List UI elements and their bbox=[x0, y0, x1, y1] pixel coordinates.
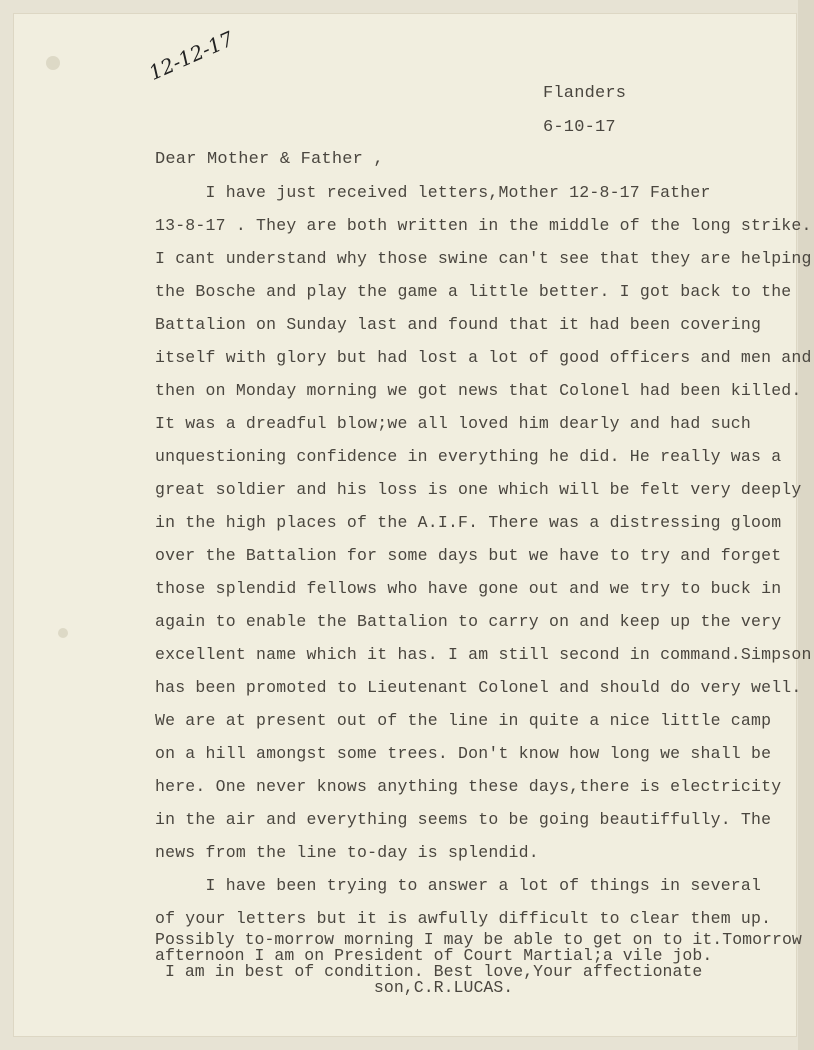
letter-place: Flanders bbox=[543, 84, 627, 103]
body-line: excellent name which it has. I am still second in command.Simpson bbox=[155, 645, 812, 664]
handwritten-date: 12-12-17 bbox=[145, 26, 237, 85]
body-line: Battalion on Sunday last and found that it had been covering bbox=[155, 315, 762, 334]
punch-mark bbox=[46, 56, 60, 70]
closing-line: afternoon I am on President of Court Martial;a vile job. bbox=[155, 946, 713, 965]
closing-line: Possibly to-morrow morning I may be able to get on to it.Tomorrow bbox=[155, 930, 802, 949]
body-line: unquestioning confidence in everything he did. He really was a bbox=[155, 447, 782, 466]
body-line: itself with glory but had lost a lot of good officers and men and bbox=[155, 348, 812, 367]
body-line: great soldier and his loss is one which will be felt very deeply bbox=[155, 480, 802, 499]
salutation: Dear Mother & Father , bbox=[155, 150, 384, 169]
body-line: We are at present out of the line in quite a nice little camp bbox=[155, 711, 772, 730]
body-line: in the air and everything seems to be going beautiffully. The bbox=[155, 810, 772, 829]
body-line: those splendid fellows who have gone out and we try to buck in bbox=[155, 579, 782, 598]
body-line: of your letters but it is awfully difficult to clear them up. bbox=[155, 909, 772, 928]
body-line: It was a dreadful blow;we all loved him dearly and had such bbox=[155, 414, 751, 433]
body-line: on a hill amongst some trees. Don't know how long we shall be bbox=[155, 744, 772, 763]
closing-line: I am in best of condition. Best love,Your affectionate bbox=[155, 962, 703, 981]
body-line: here. One never knows anything these days,there is electricity bbox=[155, 777, 782, 796]
page-edge-shadow bbox=[798, 0, 814, 1050]
body-line: 13-8-17 . They are both written in the middle of the long strike. bbox=[155, 216, 812, 235]
signature-line: son,C.R.LUCAS. bbox=[155, 978, 514, 997]
body-line: the Bosche and play the game a little better. I got back to the bbox=[155, 282, 792, 301]
body-line: I have been trying to answer a lot of things in several bbox=[155, 876, 762, 895]
body-line: again to enable the Battalion to carry on and keep up the very bbox=[155, 612, 782, 631]
body-line: I cant understand why those swine can't see that they are helping bbox=[155, 249, 812, 268]
body-line: news from the line to-day is splendid. bbox=[155, 843, 539, 862]
letter-date: 6-10-17 bbox=[543, 118, 616, 137]
body-line: has been promoted to Lieutenant Colonel and should do very well. bbox=[155, 678, 802, 697]
body-line: in the high places of the A.I.F. There was a distressing gloom bbox=[155, 513, 782, 532]
body-line: I have just received letters,Mother 12-8-17 Father bbox=[155, 183, 711, 202]
body-line: over the Battalion for some days but we have to try and forget bbox=[155, 546, 782, 565]
body-line: then on Monday morning we got news that Colonel had been killed. bbox=[155, 381, 802, 400]
punch-mark bbox=[58, 628, 68, 638]
